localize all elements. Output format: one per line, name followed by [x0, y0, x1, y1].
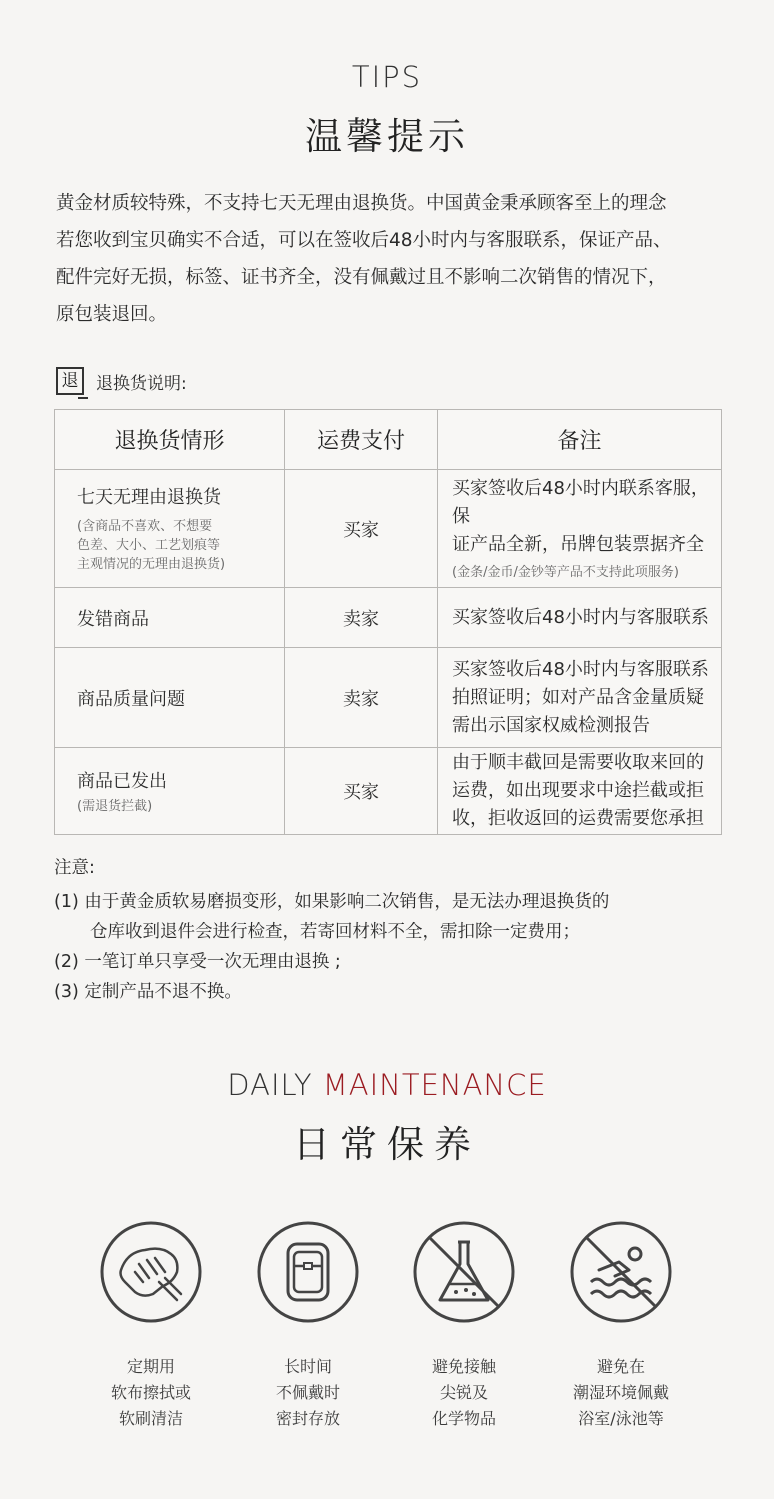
remark-cell [438, 748, 722, 835]
note-item: (1) 由于黄金质软易磨损变形，如果影响二次销售，是无法办理退换货的 [54, 892, 610, 912]
situation-note: 主观情况的无理由退换货) [77, 557, 226, 572]
remark-text: 买家签收后48小时内与客服联系 [452, 658, 709, 680]
situation-cell [55, 748, 285, 835]
care-line: 长时间 [283, 1357, 332, 1376]
maintenance-title-word: DAILY [227, 1068, 313, 1102]
maintenance-title-cn: 日常保养 [293, 1123, 481, 1166]
care-text [541, 1354, 701, 1432]
notes-label: 注意: [54, 858, 95, 878]
intro-line: 若您收到宝贝确实不合适，可以在签收后48小时内与客服联系，保证产品、 [56, 230, 672, 251]
table-header: 备注 [438, 410, 722, 470]
situation-text: 商品已发出 [77, 770, 167, 792]
care-text [71, 1354, 231, 1432]
care-item-no-swimming [541, 1220, 701, 1432]
remark-text: 买家签收后48小时内与客服联系 [452, 606, 709, 628]
return-box-icon: 退 [56, 367, 84, 395]
table-row [55, 648, 722, 748]
situation-cell [55, 470, 285, 588]
note-item: (3) 定制产品不退不换。 [54, 982, 242, 1002]
care-text [384, 1354, 544, 1432]
situation-cell: 商品质量问题 [55, 648, 285, 748]
care-item-storage [228, 1220, 388, 1432]
maintenance-title-en [0, 1068, 774, 1102]
situation-text: 七天无理由退换货 [77, 487, 221, 508]
situation-note: (需退货拦截) [77, 798, 153, 814]
situation-note: (含商品不喜欢、不想要 [77, 519, 213, 534]
no-chemicals-icon [412, 1220, 516, 1324]
intro-line: 配件完好无损，标签、证书齐全，没有佩戴过且不影响二次销售的情况下， [56, 267, 667, 288]
note-item: (2) 一笔订单只享受一次无理由退换 ; [54, 952, 341, 972]
care-line: 软刷清洁 [118, 1409, 183, 1428]
payer-cell: 买家 [285, 470, 438, 588]
remark-cell [438, 588, 722, 648]
payer-cell: 买家 [285, 748, 438, 835]
care-line: 不佩戴时 [275, 1383, 340, 1402]
care-line: 避免在 [596, 1357, 645, 1376]
sealed-storage-box-icon [256, 1220, 360, 1324]
table-header-row [55, 410, 722, 470]
care-item-cleaning [71, 1220, 231, 1432]
cleaning-cloth-icon [99, 1220, 203, 1324]
table-header: 退换货情形 [55, 410, 285, 470]
remark-text: 拍照证明；如对产品含金量质疑 [452, 686, 704, 708]
remark-text: 买家签收后48小时内联系客服，保 [452, 478, 709, 527]
note-item: 仓库收到退件会进行检查，若寄回材料不全，需扣除一定费用； [90, 922, 580, 942]
remark-text: 由于顺丰截回是需要收取来回的 [452, 752, 704, 773]
care-line: 密封存放 [275, 1409, 340, 1428]
remark-text: 需出示国家权威检测报告 [452, 714, 650, 736]
notes-section [54, 853, 734, 1007]
care-line: 定期用 [126, 1357, 175, 1376]
table-row [55, 470, 722, 588]
remark-cell [438, 648, 722, 748]
remark-text: 收，拒收返回的运费需要您承担 [452, 808, 704, 829]
table-row [55, 748, 722, 835]
intro-line: 黄金材质较特殊，不支持七天无理由退换货。中国黄金秉承顾客至上的理念 [56, 193, 667, 214]
exchange-label: 退换货说明: [96, 373, 187, 394]
care-line: 化学物品 [431, 1409, 496, 1428]
exchange-policy-table [54, 409, 722, 835]
maintenance-title-word-accent: MAINTENANCE [322, 1068, 547, 1102]
table-row [55, 588, 722, 648]
care-text [228, 1354, 388, 1432]
care-line: 尖锐及 [439, 1383, 488, 1402]
situation-cell: 发错商品 [55, 588, 285, 648]
care-line: 避免接触 [431, 1357, 496, 1376]
payer-cell: 卖家 [285, 648, 438, 748]
care-line: 浴室/泳池等 [578, 1409, 664, 1428]
intro-paragraph [56, 185, 726, 333]
no-swimming-icon [569, 1220, 673, 1324]
care-line: 潮湿环境佩戴 [572, 1383, 669, 1402]
care-line: 软布擦拭或 [110, 1383, 191, 1402]
remark-text: 证产品全新，吊牌包装票据齐全 [452, 534, 704, 555]
situation-note: 色差、大小、工艺划痕等 [77, 538, 221, 553]
remark-text: 运费，如出现要求中途拦截或拒 [452, 780, 704, 801]
exchange-section-header [56, 364, 187, 398]
care-item-no-chemicals [384, 1220, 544, 1432]
payer-cell: 卖家 [285, 588, 438, 648]
remark-cell [438, 470, 722, 588]
table-header: 运费支付 [285, 410, 438, 470]
remark-note: (金条/金币/金钞等产品不支持此项服务) [452, 565, 679, 580]
intro-line: 原包装退回。 [56, 304, 168, 325]
tips-title-en: TIPS [351, 60, 423, 94]
tips-title-cn: 温馨提示 [305, 115, 469, 158]
